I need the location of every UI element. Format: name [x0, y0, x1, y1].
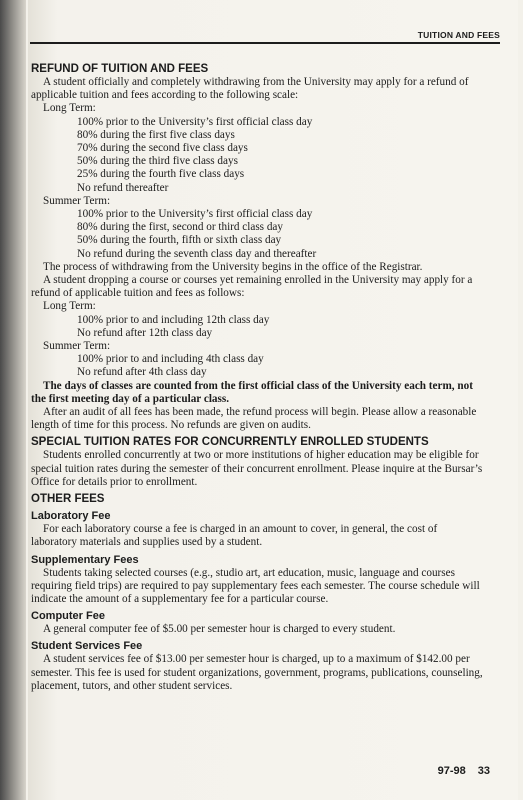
supplementary-fees-text: Students taking selected courses (e.g., studio art, art education, music, language and courses requiring field trips) are required to pay supplementary fees each semester. The course schedule will indicate the amount of a supplementary fee for a particular course. [31, 566, 480, 605]
dropping-courses: A student dropping a course or courses yet remaining enrolled in the University may apply for a refund of applicable tuition and fees as follows: [31, 274, 473, 300]
long-term-item: 50% during the third five class days [77, 155, 238, 168]
drop-summer-term-label: Summer Term: [43, 340, 111, 353]
audit-note: After an audit of all fees has been made, the refund process will begin. Please allow a reasonable length of time for this process. No refunds are given on audits. [31, 406, 477, 432]
page-content [31, 62, 483, 693]
summer-term-item: 80% during the first, second or third class day [77, 221, 283, 234]
refund-intro: A student officially and completely withdrawing from the University may apply for a refund of applicable tuition and fees according to the following scale: [31, 76, 469, 102]
book-binding-shadow [0, 0, 26, 800]
long-term-item: 70% during the second five class days [77, 142, 248, 155]
laboratory-fee-text: For each laboratory course a fee is charged in an amount to cover, in general, the cost of laboratory materials and supplies used by a student. [31, 523, 438, 549]
special-tuition-text: Students enrolled concurrently at two or more institutions of higher education may be eligible for special tuition rates during the semester of their concurrent enrollment. Please inquire at the Bursar’s Office for details prior to enrollment. [31, 449, 483, 488]
other-fees-heading: OTHER FEES [31, 493, 105, 506]
page-footer [380, 765, 490, 777]
drop-long-term-label: Long Term: [43, 300, 96, 313]
student-services-fee-text: A student services fee of $13.00 per semester hour is charged, up to a maximum of $142.00 per semester. This fee is used for student organizations, government, programs, publications, counseling, placement, tutors, and other student services. [31, 653, 483, 692]
drop-long-term-item: 100% prior to and including 12th class day [77, 313, 270, 326]
days-counted-note: The days of classes are counted from the first official class of the University each term, not the first meeting day of a particular class. [31, 379, 473, 405]
drop-summer-term-item: 100% prior to and including 4th class day [77, 353, 264, 366]
laboratory-fee-heading: Laboratory Fee [31, 510, 111, 523]
long-term-item: 100% prior to the University’s first official class day [77, 115, 313, 128]
computer-fee-text: A general computer fee of $5.00 per semester hour is charged to every student. [43, 623, 396, 636]
drop-summer-term-item: No refund after 4th class day [77, 366, 207, 379]
page-number: 33 [477, 765, 490, 777]
summer-term-item: 50% during the fourth, fifth or sixth class day [77, 234, 282, 247]
running-head: TUITION AND FEES [417, 30, 500, 40]
long-term-item: 25% during the fourth five class days [77, 168, 245, 181]
computer-fee-heading: Computer Fee [31, 610, 105, 623]
supplementary-fees-heading: Supplementary Fees [31, 553, 139, 566]
summer-term-label: Summer Term: [43, 194, 111, 207]
long-term-item: No refund thereafter [77, 181, 169, 194]
special-tuition-heading: SPECIAL TUITION RATES FOR CONCURRENTLY ENROLLED STUDENTS [31, 436, 429, 449]
summer-term-item: No refund during the seventh class day and thereafter [77, 247, 317, 260]
refund-heading: REFUND OF TUITION AND FEES [31, 63, 209, 75]
withdrawal-process: The process of withdrawing from the University begins in the office of the Registrar. [43, 260, 423, 273]
summer-term-item: 100% prior to the University’s first official class day [77, 208, 313, 221]
long-term-label: Long Term: [43, 102, 96, 115]
catalog-year: 97-98 [437, 765, 466, 777]
student-services-fee-heading: Student Services Fee [31, 640, 143, 653]
drop-long-term-item: No refund after 12th class day [77, 326, 213, 339]
header-rule [30, 42, 500, 44]
long-term-item: 80% during the first five class days [77, 128, 235, 141]
